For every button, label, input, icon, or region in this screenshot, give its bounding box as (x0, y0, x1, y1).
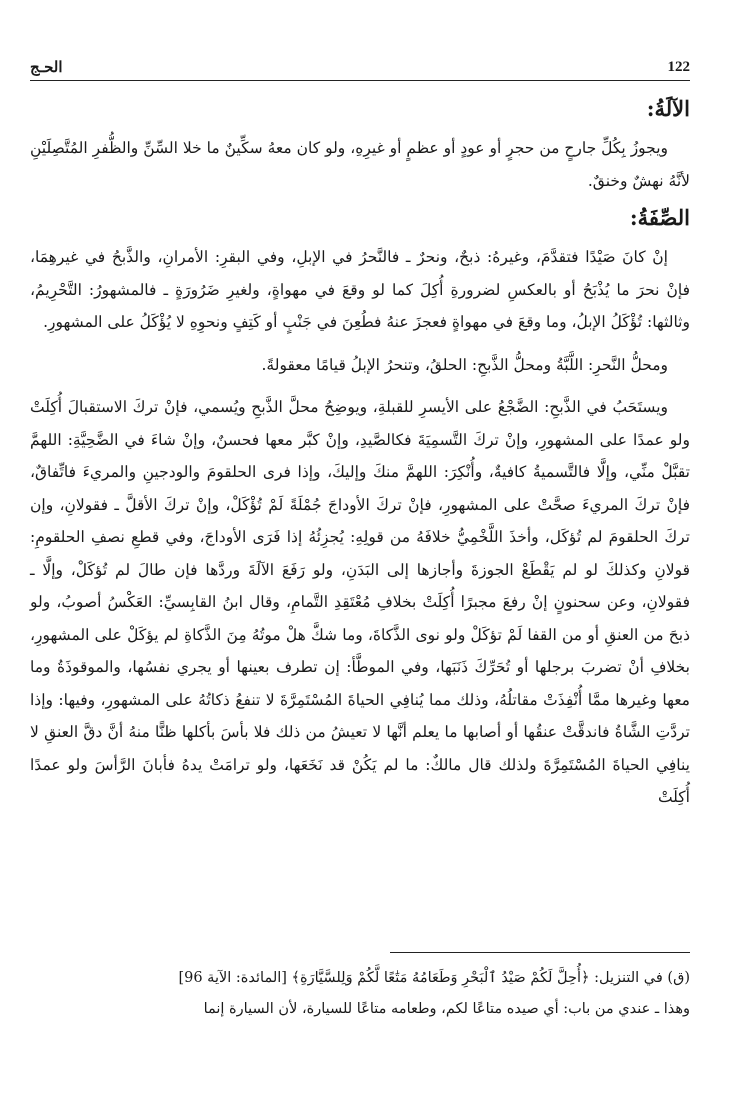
section-heading-tool: الآلَةُ: (646, 96, 690, 121)
page-number: 122 (667, 59, 690, 75)
running-header (30, 48, 690, 81)
footnote-divider (390, 952, 690, 953)
footnote-line-2: وهذا ـ عندي من باب: أي صيده متاعًا لكم، وطعامه متاعًا للسيارة، لأن السيارة إنما (203, 1001, 690, 1017)
chapter-title: الحـج (30, 58, 63, 76)
paragraph-manner: إنْ كانَ صَيْدًا فتقدَّمَ، وغيرهُ: ذبحٌ، ونحرٌ ـ فالنَّحرُ في الإبلِ، وفي البقرِ: الأمرانِ، والذَّبحُ في غيرهِمَا، فإنْ نحرَ ما يُذْبَحُ أو بالعكسِ لضرورةِ أُكِلَ كما لو وقعَ في مهواةٍ، ولغيرِ ضَرُورَةٍ ـ فالمشهورُ: التَّحْرِيمُ، وثالثها: تُؤْكَلُ الإبلُ، وما وقعَ في مهواةٍ فعجزَ عنهُ فطُعِنَ في جَنْبٍ أو كَتِفٍ ونحوِهِ لا يُؤْكَلُ على المشهورِ. (30, 248, 690, 331)
footnotes (30, 952, 690, 1025)
paragraph-tool: ويجوزُ بِكُلِّ جارحٍ من حجرٍ أو عودٍ أو عظمٍ أو غيرِهِ، ولو كان معهُ سكِّينٌ ما خلا السِّنِّ والظُّفرِ المُتَّصِلَيْنِ لأنَّهُ نهشٌ وخنقٌ. (30, 139, 690, 190)
paragraph-recommended: ويستَحَبُ في الذَّبحِ: الضَّجْعُ على الأيسرِ للقبلةِ، ويوضِحُ محلَّ الذَّبحِ ويُسمي، فإنْ تركَ الاستقبالَ أُكِلَتْ ولو عمدًا على المشهورِ، وإنْ تركَ التَّسمِيَةَ فكالصَّيدِ، وإنْ كبَّر معها فحسنٌ، وإنْ شاءَ في الضَّحِيَّةِ: اللهمَّ تقبَّلْ منِّي، وإلَّا فالتَّسميةُ كافيةٌ، وأُنْكِرَ: اللهمَّ منكَ وإليكَ، وإذا فرى الحلقومَ والودجينِ والمريءَ فاتِّفاقٌ، فإنْ تركَ المريءَ صحَّتْ على المشهورِ، فإنْ تركَ الأوداجَ جُمْلَةً لَمْ تُؤْكَلْ، وإنْ تركَ الأقلَّ ـ فقولانِ، وإن تركَ الحلقومَ لم تُؤكَل، وأخذَ اللَّخْمِيُّ خلافَهُ من قولِهِ: يُجزِئُهُ إذا فَرَى الأوداجَ، وفي قطعِ نصفِ الحلقومِ: قولانِ وكذلكَ لو لم يَقْطَعْ الجوزةَ وأجازها إلى البَدَنِ، ولو رَفَعَ الآلَةَ وردَّها فإن طالَ لم تُؤكَلْ، وإلَّا ـ فقولانِ، وعن سحنونٍ إنْ رفعَ مجبرًا أُكِلَتْ بخلافِ مُعْتَقِدِ التَّمامِ، وقال ابنُ القابِسيِّ: العَكْسُ أصوبُ، ولو ذبحَ من العنقِ أو من القفا لَمْ تؤكَلْ ولو نوى الذَّكاةَ، وما شكَّ هلْ موتُهُ مِنَ الذَّكاةِ لم يؤكَلْ على المشهورِ، بخلافِ أنْ تضربَ برجلها أو تُحَرِّكَ ذَنَبَها، وفي الموطَّأ: إن تطرف بعينها أو يجري نفسُها، والموقوذَةُ وما معها وغيرها ممَّا أُنْفِذَتْ مقاتلُهُ، وذلك مما يُنافِي الحياةَ المُسْتَمِرَّةَ لا تنفعُ ذكاتُهُ على المشهورِ، وفيها: وإذا تردَّتِ الشَّاةُ فاندقَّتْ عنقُها أو أصابها ما يعلم أنَّها لا تعيشُ من ذلك فلا بأسَ بأكلها ظنًّا منهُ أنَّ دقَّ العنقِ لا ينافِي الحياةَ المُسْتَمِرَّةَ ولذلك قال مالكٌ: ما لم يَكُنْ قد نَخَعَها، ولو ترامَتْ يدهُ فأبانَ الرَّأسَ ولو عمدًا أُكِلَتْ (30, 398, 690, 806)
paragraph-place: ومحلُّ النَّحرِ: اللَّبَّةُ ومحلُّ الذَّبحِ: الحلقُ، وتنحرُ الإبلُ قيامًا معقولةً. (261, 355, 668, 374)
footnote-line-1: (ق) في التنزيل: ﴿أُحِلَّ لَكُمْ صَيْدُ ٱلْبَحْرِ وَطَعَامُهُ مَتَٰعًا لَّكُمْ وَلِلسَّيَّارَةِ﴾ [المائدة: الآية 96] (178, 970, 690, 986)
main-content (30, 92, 690, 818)
page (30, 40, 690, 1080)
section-heading-manner: الصِّفَةُ: (629, 205, 690, 230)
